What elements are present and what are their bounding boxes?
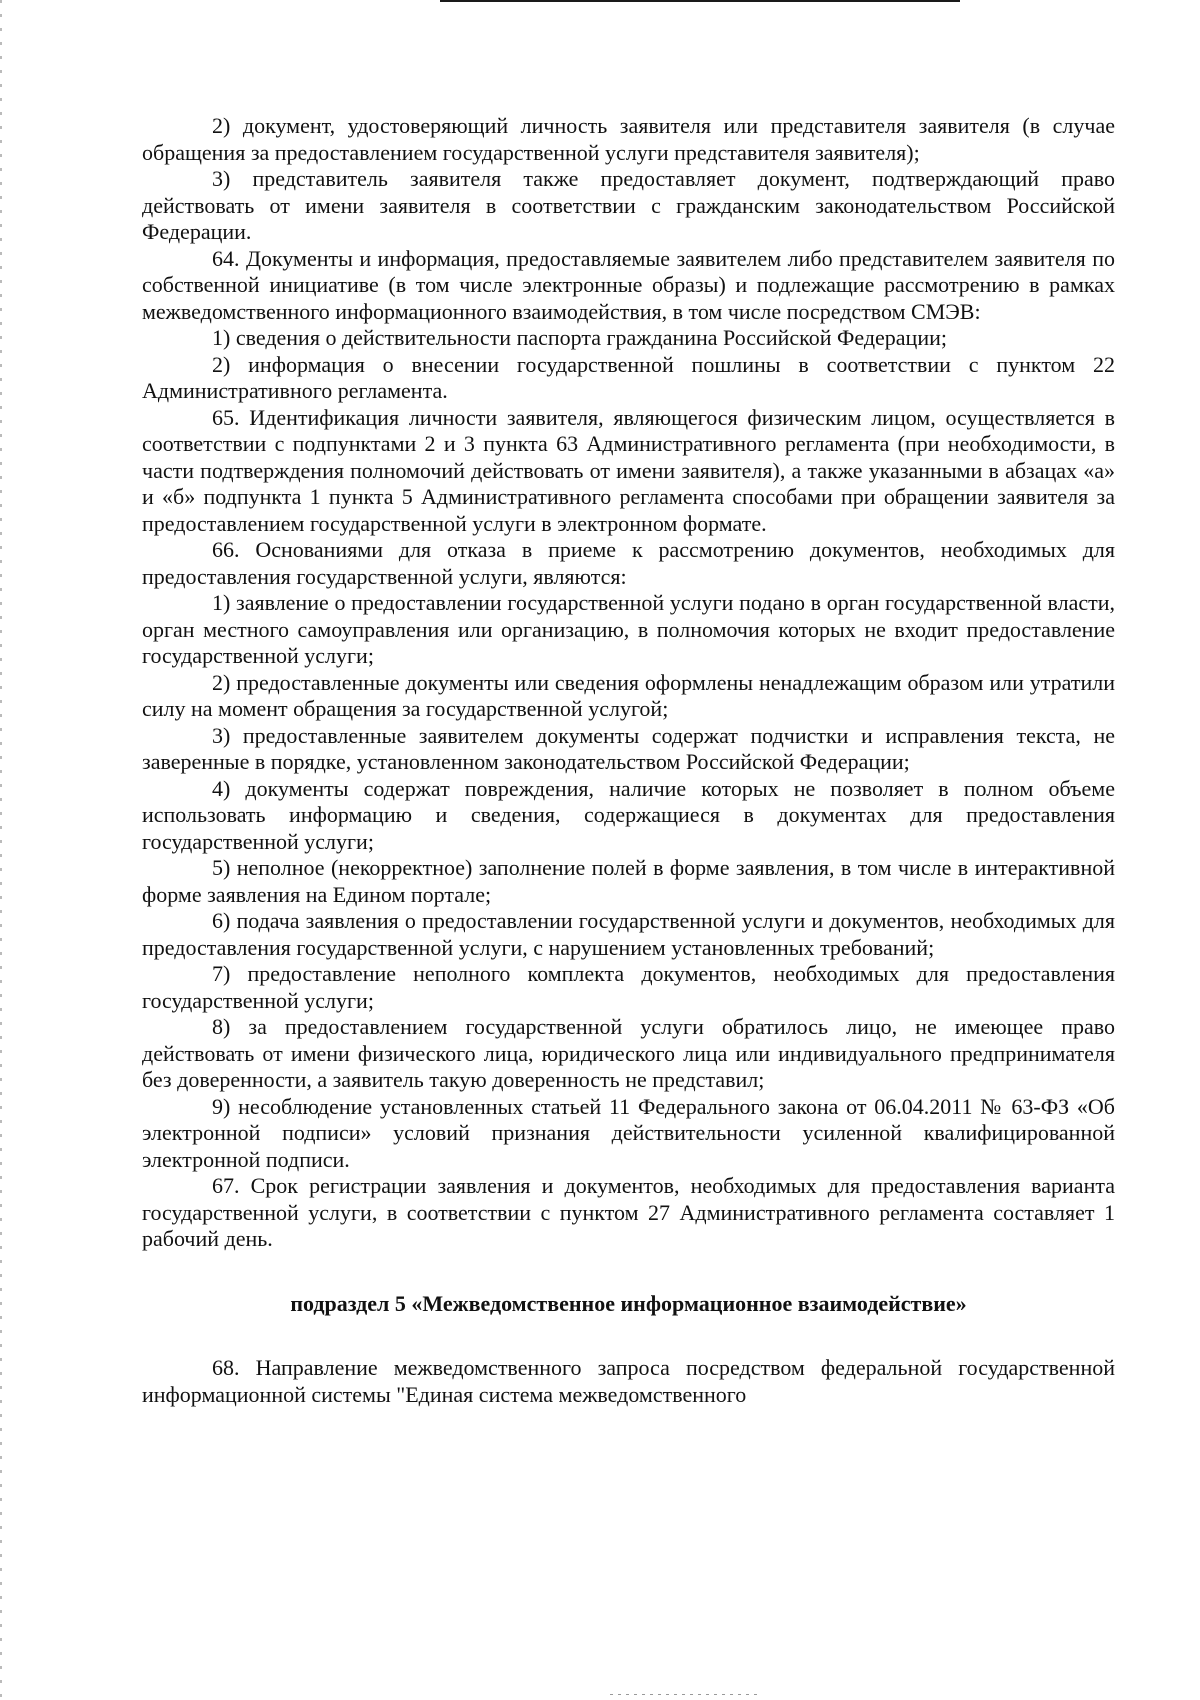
section-heading: подраздел 5 «Межведомственное информационное взаимодействие» (290, 1290, 967, 1316)
paragraph-66-refusal-grounds: 66. Основаниями для отказа в приеме к рассмотрению документов, необходимых для предоставления государственной услуги, являются: (142, 537, 1115, 589)
paragraph-66-7: 7) предоставление неполного комплекта документов, необходимых для предоставления государственной услуги; (142, 961, 1115, 1013)
scan-edge-mark (0, 0, 2, 1700)
paragraph-68-interagency-request: 68. Направление межведомственного запроса посредством федеральной государственной информационной системы "Единая система межведомственного (142, 1355, 1115, 1407)
paragraph-64-documents: 64. Документы и информация, предоставляемые заявителем либо представителем заявителя по собственной инициативе (в том числе электронные образы) и подлежащие рассмотрению в рамках межведомственного информационного взаимодействия, в том числе посредством СМЭВ: (142, 245, 1115, 324)
document-body (142, 113, 1115, 1408)
paragraph-65-identification: 65. Идентификация личности заявителя, являющегося физическим лицом, осуществляется в соответствии с подпунктами 2 и 3 пункта 63 Административного регламента (при необходимости, в части подтверждения полномочий действовать от имени заявителя), а также указанными в абзацах «а» и «б» подпункта 1 пункта 5 Административного регламента способами при обращении заявителя за предоставлением государственной услуги в электронном формате. (142, 404, 1115, 536)
paragraph-64-1-passport: 1) сведения о действительности паспорта гражданина Российской Федерации; (212, 325, 947, 350)
paragraph-67-registration-term: 67. Срок регистрации заявления и документов, необходимых для предоставления варианта государственной услуги, в соответствии с пунктом 27 Административного регламента составляет 1 рабочий день. (142, 1173, 1115, 1251)
paragraph-66-6: 6) подача заявления о предоставлении государственной услуги и документов, необходимых для предоставления государственной услуги, с нарушением установленных требований; (142, 908, 1115, 960)
paragraph-66-3: 3) предоставленные заявителем документы содержат подчистки и исправления текста, не заверенные в порядке, установленном законодательством Российской Федерации; (142, 722, 1115, 774)
top-border-line (440, 0, 960, 2)
paragraph-64-2-fee: 2) информация о внесении государственной пошлины в соответствии с пунктом 22 Административного регламента. (142, 351, 1115, 403)
scan-bottom-mark (610, 1694, 760, 1695)
paragraph-66-8: 8) за предоставлением государственной услуги обратилось лицо, не имеющее право действовать от имени физического лица, юридического лица или индивидуального предпринимателя без доверенности, а заявитель такую доверенность не представил; (142, 1014, 1115, 1092)
paragraph-66-4: 4) документы содержат повреждения, наличие которых не позволяет в полном объеме использовать информацию и сведения, содержащиеся в документах для предоставления государственной услуги; (142, 775, 1115, 854)
paragraph-66-2: 2) предоставленные документы или сведения оформлены ненадлежащим образом или утратили силу на момент обращения за государственной услугой; (142, 669, 1115, 721)
paragraph-66-9: 9) несоблюдение установленных статьей 11 Федерального закона от 06.04.2011 № 63-ФЗ «Об электронной подписи» условий признания действительности усиленной квалифицированной электронной подписи. (142, 1093, 1115, 1172)
paragraph-66-1: 1) заявление о предоставлении государственной услуги подано в орган государственной власти, орган местного самоуправления или организацию, в полномочия которых не входит предоставление государственной услуги; (142, 590, 1115, 668)
paragraph-2-identity-document: 2) документ, удостоверяющий личность заявителя или представителя заявителя (в случае обращения за предоставлением государственной услуги представителя заявителя); (142, 113, 1115, 165)
paragraph-66-5: 5) неполное (некорректное) заполнение полей в форме заявления, в том числе в интерактивной форме заявления на Едином портале; (142, 855, 1115, 907)
paragraph-3-representative-document: 3) представитель заявителя также предоставляет документ, подтверждающий право действовать от имени заявителя в соответствии с гражданским законодательством Российской Федерации. (142, 166, 1115, 244)
